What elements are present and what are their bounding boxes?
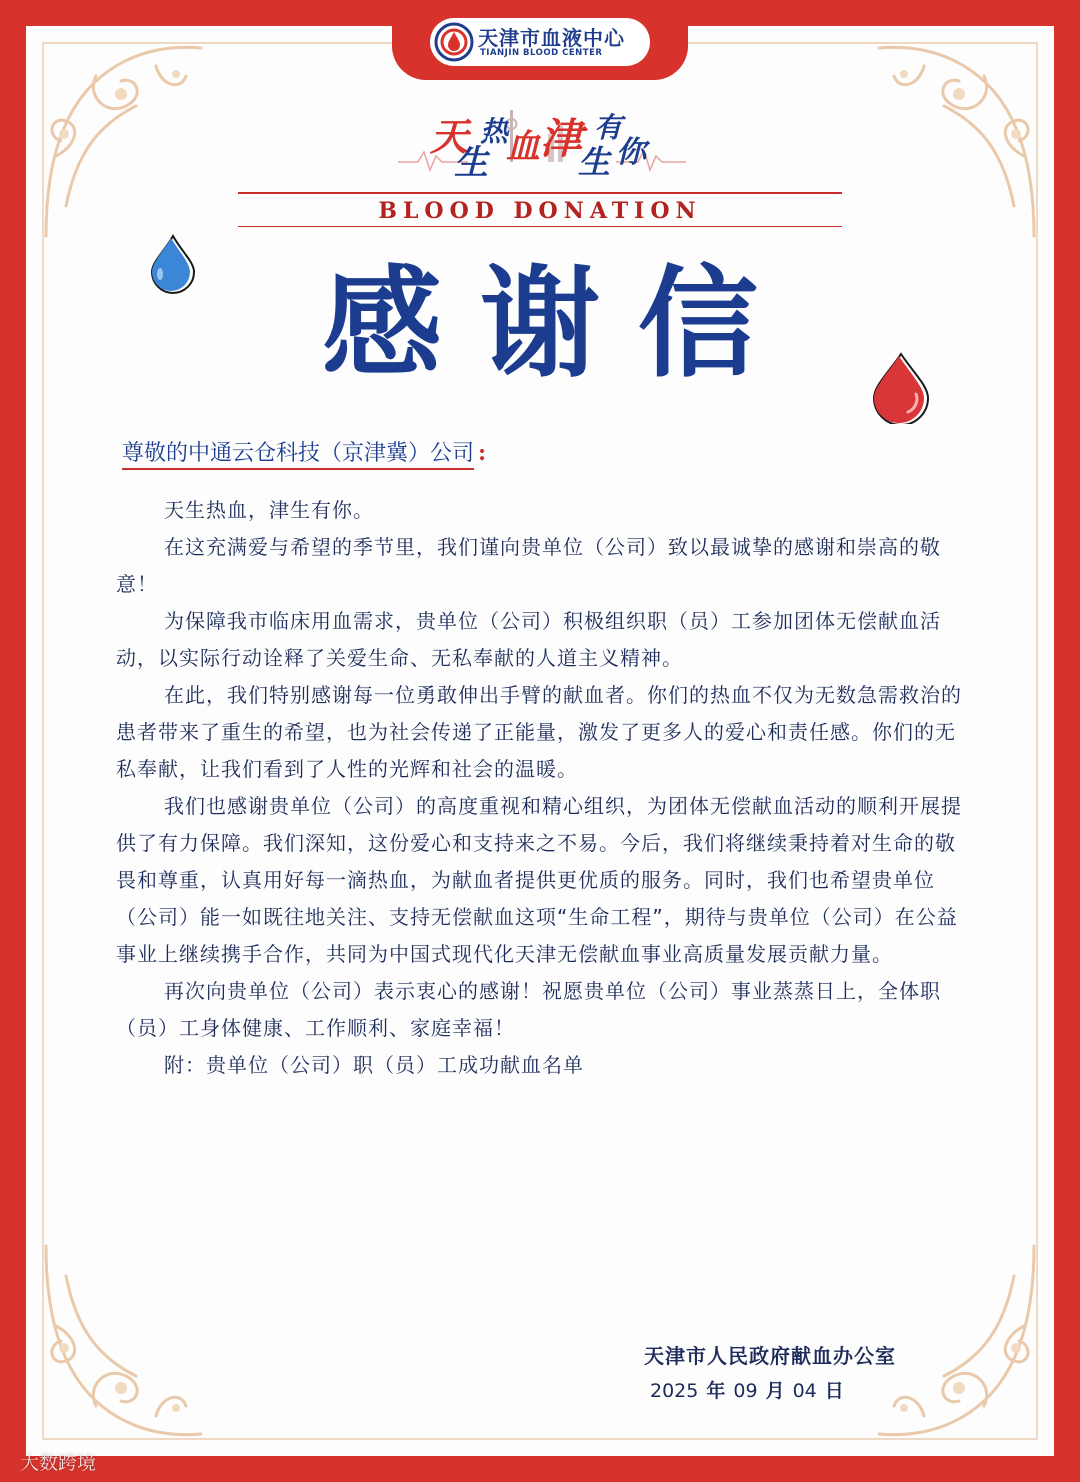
corner-ornament-icon <box>36 1236 206 1446</box>
letter-date <box>650 1376 852 1403</box>
letter-body <box>116 492 966 1084</box>
letter-paragraph: 在这充满爱与希望的季节里，我们谨向贵单位（公司）致以最诚挚的感谢和崇高的敬意！ <box>116 535 941 596</box>
corner-ornament-icon <box>36 36 206 246</box>
date-day: 04 <box>792 1380 817 1402</box>
date-year: 2025 <box>650 1380 699 1402</box>
org-name: 天津市血液中心 <box>478 26 625 50</box>
corner-ornament-icon <box>874 36 1044 246</box>
slogan-char: 生 <box>578 143 611 181</box>
blood-donation-subtitle: BLOOD DONATION <box>378 198 702 224</box>
banner-rule-top <box>238 192 842 194</box>
corner-ornament-icon <box>874 1236 1044 1446</box>
signature: 天津市人民政府献血办公室 <box>644 1344 896 1368</box>
letter-paragraph: 我们也感谢贵单位（公司）的高度重视和精心组织，为团体无偿献血活动的顺利开展提供了有力保障。我们深知，这份爱心和支持来之不易。今后，我们将继续秉持着对生命的敬畏和尊重，认真用好每一滴热血，为献血者提供更优质的服务。同时，我们也希望贵单位（公司）能一如既往地关注、支持无偿献血这项“生命工程”，期待与贵单位（公司）在公益事业上继续携手合作，共同为中国式现代化天津无偿献血事业高质量发展贡献力量。 <box>116 794 962 966</box>
slogan-char: 你 <box>616 135 646 170</box>
date-day-unit: 日 <box>824 1380 844 1402</box>
slogan-char: 血 <box>506 127 540 167</box>
letter-paragraph: 为保障我市临床用血需求，贵单位（公司）积极组织职（员）工参加团体无偿献血活动，以实际行动诠释了关爱生命、无私奉献的人道主义精神。 <box>116 609 941 670</box>
letter-paragraph: 附：贵单位（公司）职（员）工成功献血名单 <box>164 1053 584 1077</box>
salutation-text: 尊敬的中通云仓科技（京津冀）公司 <box>122 441 474 470</box>
salutation <box>122 436 486 467</box>
slogan-char: 有 <box>594 111 623 144</box>
slogan-banner <box>398 104 686 190</box>
slogan-char: 天 <box>430 114 469 159</box>
slogan-char: 津 <box>540 114 583 163</box>
salutation-colon: : <box>478 440 487 466</box>
org-name-en: TIANJIN BLOOD CENTER <box>480 48 603 58</box>
slogan-char: 热 <box>480 115 509 148</box>
date-month-unit: 月 <box>765 1380 785 1402</box>
blood-center-logo-icon <box>434 22 474 62</box>
slogan-char: 生 <box>454 143 488 183</box>
banner-rule-bottom <box>238 226 842 227</box>
date-month: 09 <box>733 1380 758 1402</box>
letter-title: 感谢信 <box>322 255 796 394</box>
date-year-unit: 年 <box>706 1380 726 1402</box>
watermark: 大数跨境 <box>20 1452 97 1474</box>
letter-paragraph: 天生热血，津生有你。 <box>164 498 374 522</box>
letter-paragraph: 在此，我们特别感谢每一位勇敢伸出手臂的献血者。你们的热血不仅为无数急需救治的患者带来了重生的希望，也为社会传递了正能量，激发了更多人的爱心和责任感。你们的无私奉献，让我们看到了人性的光辉和社会的温暖。 <box>116 683 962 781</box>
letter-paragraph: 再次向贵单位（公司）表示衷心的感谢！祝愿贵单位（公司）事业蒸蒸日上，全体职（员）工身体健康、工作顺利、家庭幸福！ <box>116 979 941 1040</box>
